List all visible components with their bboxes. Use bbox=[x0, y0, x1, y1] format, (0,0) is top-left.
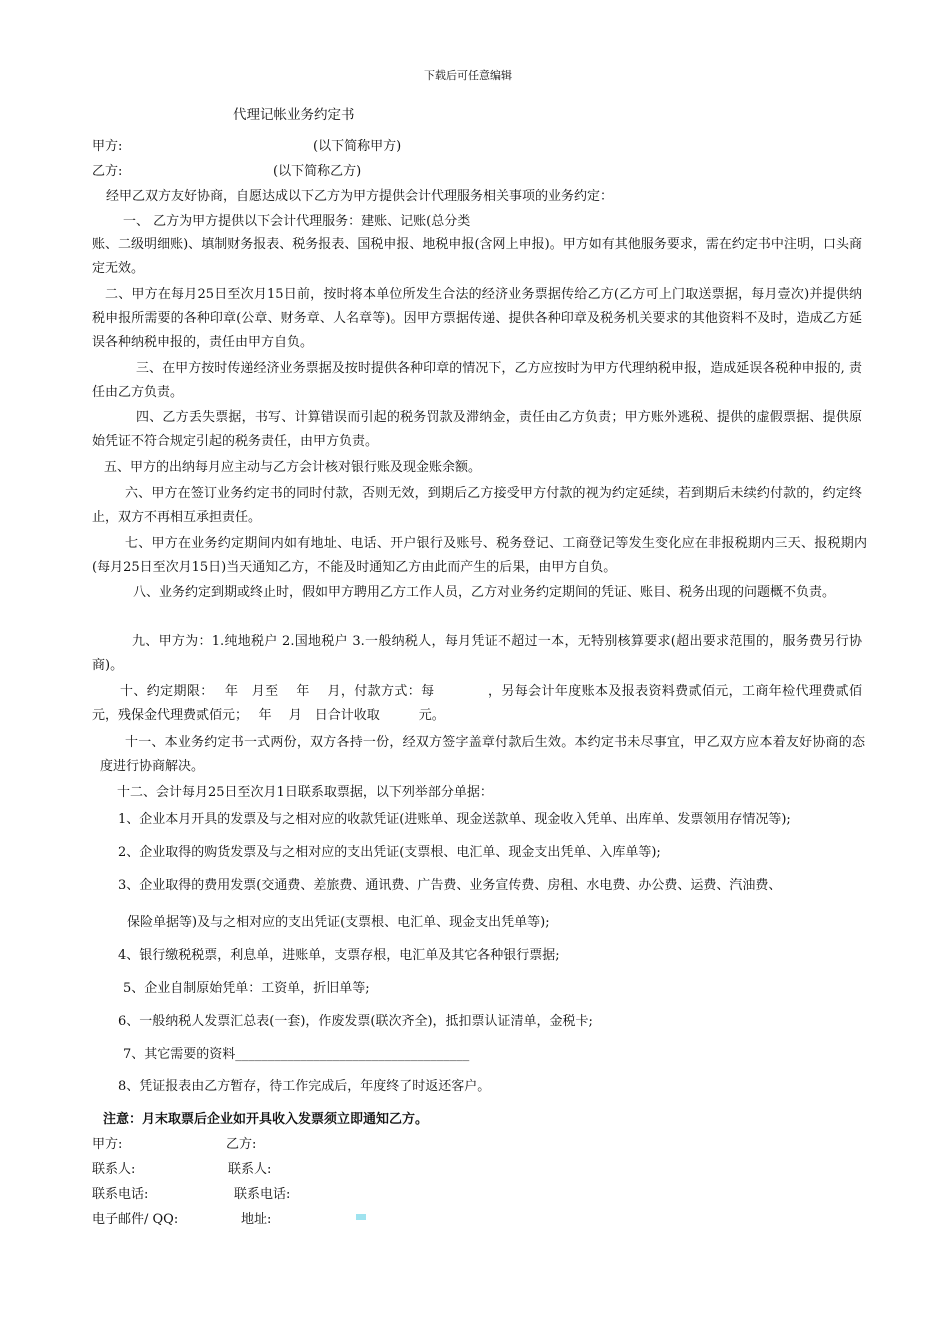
clause-1-line1: 一、 乙方为甲方提供以下会计代理服务：建账、记账(总分类 bbox=[123, 214, 471, 229]
sig-phone-b: 联系电话: bbox=[234, 1187, 291, 1202]
highlight-marker bbox=[356, 1214, 366, 1220]
party-b-note: (以下简称乙方) bbox=[273, 164, 362, 179]
document-title: 代理记帐业务约定书 bbox=[233, 107, 355, 123]
clause-5: 五、甲方的出纳每月应主动与乙方会计核对银行账及现金账余额。 bbox=[104, 460, 482, 475]
clause-7: 七、甲方在业务约定期间内如有地址、电话、开户银行及账号、税务登记、工商登记等发生变化应在非报税期内三天、报税期内(每月25日至次月15日)当天通知乙方，不能及时通知乙方由此而产生的后果，由甲方自负。 bbox=[92, 536, 867, 575]
sig-party-a: 甲方: bbox=[92, 1137, 123, 1152]
clause-6: 六、甲方在签订业务约定书的同时付款，否则无效，到期后乙方接受甲方付款的视为约定延续，若到期后未续约付款的，约定终止，双方不再相互承担责任。 bbox=[92, 486, 862, 525]
sig-contact-a: 联系人: bbox=[92, 1162, 136, 1177]
item-4: 4、银行缴税税票，利息单，进账单，支票存根，电汇单及其它各种银行票据; bbox=[118, 948, 560, 963]
page-header: 下载后可任意编辑 bbox=[424, 69, 512, 82]
item-5: 5、企业自制原始凭单：工资单，折旧单等; bbox=[123, 981, 370, 996]
item-3-line2: 保险单据等)及与之相对应的支出凭证(支票根、电汇单、现金支出凭单等); bbox=[127, 915, 550, 930]
sig-email-a: 电子邮件/ QQ: bbox=[92, 1212, 179, 1227]
clause-1-rest: 账、二级明细账)、填制财务报表、税务报表、国税申报、地税申报(含网上申报)。甲方如有其他服务要求，需在约定书中注明，口头商定无效。 bbox=[92, 237, 862, 276]
sig-party-b: 乙方: bbox=[226, 1137, 257, 1152]
clause-8: 八、业务约定到期或终止时，假如甲方聘用乙方工作人员，乙方对业务约定期间的凭证、账目、税务出现的问题概不负责。 bbox=[133, 585, 836, 600]
clause-9: 九、甲方为：1.纯地税户 2.国地税户 3.一般纳税人，每月凭证不超过一本，无特别核算要求(超出要求范围的，服务费另行协商)。 bbox=[92, 634, 862, 673]
item-2: 2、企业取得的购货发票及与之相对应的支出凭证(支票根、电汇单、现金支出凭单、入库单等); bbox=[118, 845, 661, 860]
item-3-line1: 3、企业取得的费用发票(交通费、差旅费、通讯费、广告费、业务宣传费、房租、水电费、办公费、运费、汽油费、 bbox=[118, 878, 782, 893]
sig-address-b: 地址: bbox=[241, 1212, 272, 1227]
clause-10: 十、约定期限： 年 月至 年 月，付款方式：每 ，另每会计年度账本及报表资料费贰佰元，工商年检代理费贰佰元，残保金代理费贰佰元； 年 月 日合计收取 元。 bbox=[92, 684, 862, 723]
sig-contact-b: 联系人: bbox=[228, 1162, 272, 1177]
item-1: 1、企业本月开具的发票及与之相对应的收款凭证(进账单、现金送款单、现金收入凭单、出库单、发票领用存情况等); bbox=[118, 812, 791, 827]
party-a-label: 甲方: bbox=[92, 139, 123, 154]
party-a-note: (以下简称甲方) bbox=[313, 139, 402, 154]
clause-4: 四、乙方丢失票据，书写、计算错误而引起的税务罚款及滞纳金，责任由乙方负责；甲方账外逃税、提供的虚假票据、提供原始凭证不符合规定引起的税务责任，由甲方负责。 bbox=[92, 410, 862, 449]
notice: 注意：月末取票后企业如开具收入发票须立即通知乙方。 bbox=[103, 1112, 429, 1127]
party-b-label: 乙方: bbox=[92, 164, 123, 179]
clause-11: 十一、本业务约定书一式两份，双方各持一份，经双方签字盖章付款后生效。本约定书未尽事宜，甲乙双方应本着友好协商的态度进行协商解决。 bbox=[100, 735, 865, 774]
item-8: 8、凭证报表由乙方暂存，待工作完成后，年度终了时返还客户。 bbox=[118, 1079, 491, 1094]
item-6: 6、一般纳税人发票汇总表(一套)，作废发票(联次齐全)，抵扣票认证清单，金税卡; bbox=[118, 1014, 593, 1029]
clause-3: 三、在甲方按时传递经济业务票据及按时提供各种印章的情况下，乙方应按时为甲方代理纳税申报，造成延误各税种申报的, 责任由乙方负责。 bbox=[92, 361, 862, 400]
clause-2: 二、甲方在每月25日至次月15日前，按时将本单位所发生合法的经济业务票据传给乙方(乙方可上门取送票据，每月壹次)并提供纳税申报所需要的各种印章(公章、财务章、人名章等)。因甲方票据传递、提供各种印章及税务机关要求的其他资料不及时，造成乙方延误各种纳税申报的，责任由甲方自负。 bbox=[92, 287, 862, 350]
sig-phone-a: 联系电话: bbox=[92, 1187, 149, 1202]
item-7: 7、其它需要的资料____________________________________ bbox=[123, 1047, 470, 1062]
clause-12: 十二、会计每月25日至次月1日联系取票据，以下列举部分单据： bbox=[117, 785, 493, 800]
intro-paragraph: 经甲乙双方友好协商，自愿达成以下乙方为甲方提供会计代理服务相关事项的业务约定： bbox=[106, 189, 614, 204]
